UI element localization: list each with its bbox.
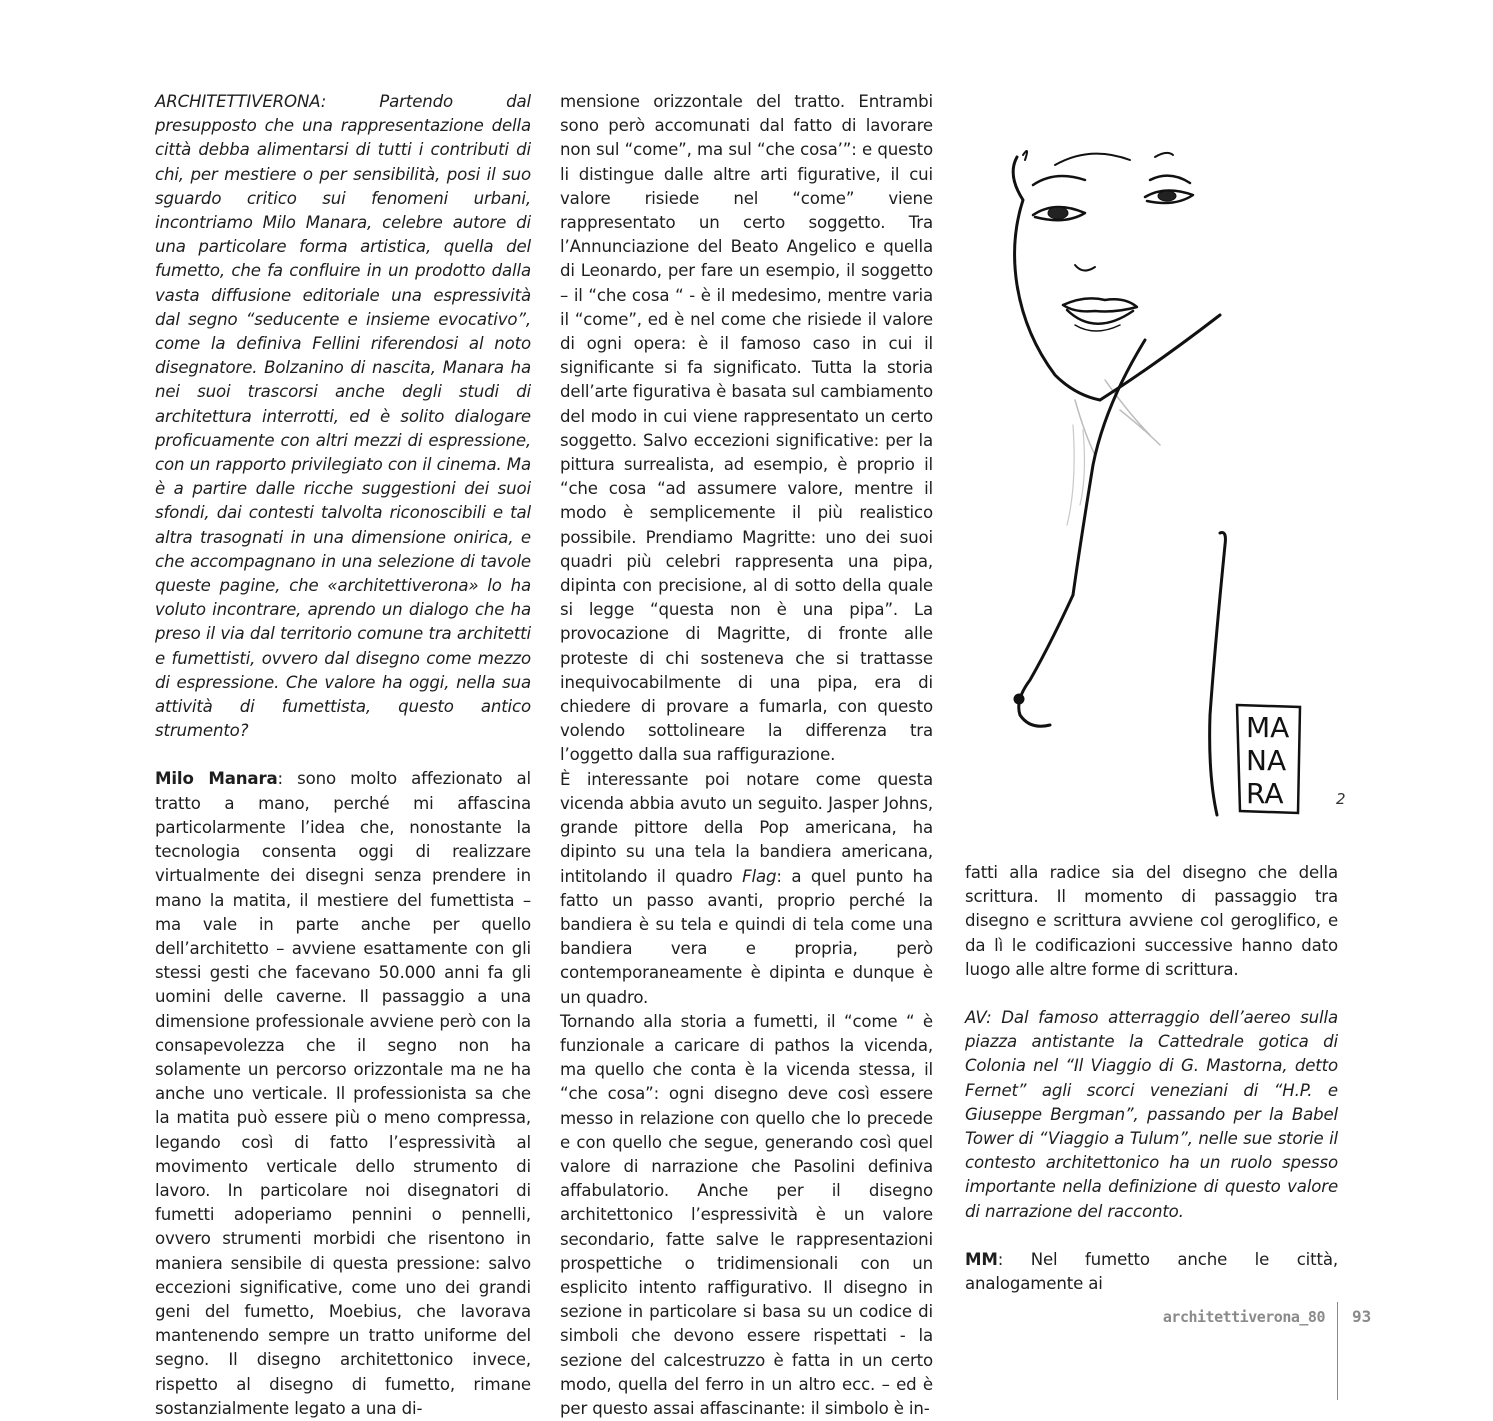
signature-line-2: NA bbox=[1246, 744, 1287, 777]
speaker-name: Milo Manara bbox=[155, 769, 278, 789]
signature-line-3: RA bbox=[1246, 777, 1284, 810]
interview-question: AV: Dal famoso atterraggio dell’aereo sulla piazza antistante la Cattedrale gotica di Colonia nel “Il Viaggio di G. Mastorna, detto Fernet” agli scorci veneziani di “H.P. e Giuseppe Bergman”, passando per la Babel Tower di “Viaggio a Tulum”, nelle sue storie il contesto architettonico ha un ruolo spesso importante nella definizione di questo valore di narrazione del racconto. bbox=[965, 1008, 1338, 1221]
paragraph bbox=[560, 768, 933, 1010]
paragraph: fatti alla radice sia del disegno che della scrittura. Il momento di passaggio tra disegno e scrittura avviene col geroglifico, e da lì le codificazioni successive hanno dato luogo alle altre forme di scrittura. bbox=[965, 863, 1338, 979]
paragraph-text: È interessante poi notare come questa vicenda abbia avuto un seguito. Jasper Johns, grande pittore della Pop americana, ha dipinto su una tela la bandiera americana, intitolando il quadro bbox=[560, 769, 933, 886]
paragraph-text: : a quel punto ha fatto un passo avanti, proprio perché la bandiera è su tela e quindi di tela come una bandiera vera e propria, però contemporaneamente è dipinta e dunque è un quadro. bbox=[560, 866, 933, 1007]
speaker-initials: MM bbox=[965, 1249, 998, 1269]
answer-paragraph bbox=[965, 1248, 1338, 1296]
page-number: 93 bbox=[1352, 1307, 1372, 1326]
answer-paragraph bbox=[155, 767, 531, 1420]
paragraph: Tornando alla storia a fumetti, il “come “ è funzionale a caricare di pathos la vicenda, ma quello che conta è la vicenda stessa, il “che cosa”: ogni disegno deve così essere messo in relazione con quello che lo precede e con quello che segue, generando così quel valore di narrazione che Pasolini definiva affabulatorio. Anche per il disegno architettonico l’espressività è un valore secondario, fatte salve le rappresentazioni prospettiche o tridimensionali con un esplicito intento raffigurativo. Il disegno in sezione in particolare si basa su un codice di simboli che devono essere rispettati - la sezione del calcestruzzo è fatta in un certo modo, quella del ferro in un altro ecc. – ed è per questo assai affascinante: il simbolo è in- bbox=[560, 1011, 933, 1418]
magazine-name: architettiverona_80 bbox=[1162, 1308, 1325, 1326]
article-column-3 bbox=[965, 861, 1338, 1296]
article-column-2 bbox=[560, 90, 933, 1421]
ink-drawing-illustration bbox=[955, 125, 1350, 835]
answer-text: : Nel fumetto anche le città, analogamente ai bbox=[965, 1249, 1338, 1294]
paragraph: mensione orizzontale del tratto. Entrambi sono però accomunati dal fatto di lavorare non sul “come”, ma sul “che cosa’”: e questo li distingue dalle altre arti figurative, il cui valore risiede nel “come” viene rappresentato un certo soggetto. Tra l’Annunciazione del Beato Angelico e quella di Leonardo, per fare un esempio, il soggetto – il “che cosa “ - è il medesimo, mentre varia il “come”, ed è nel come che risiede il valore di ogni opera: è il famoso caso in cui il significante si fa significato. Tutta la storia dell’arte figurativa è basata sul cambiamento del modo in cui viene rappresentato un certo soggetto. Salvo eccezioni significative: per la pittura surrealista, ad esempio, è proprio il “che cosa “ad assumere valore, mentre il modo è semplicemente il più realistico possibile. Prendiamo Magritte: uno dei suoi quadri più celebri rappresenta una pipa, dipinta con precisione, al di sotto della quale si legge “questa non è una pipa”. La provocazione di Magritte, di fronte alle proteste di chi sosteneva che si trattasse inequivocabilmente di una pipa, era di chiedere di provare a fumarla, con questo volendo sottolineare la differenza tra l’oggetto dalla sua raffigurazione. bbox=[560, 92, 933, 765]
footer-divider bbox=[1337, 1302, 1338, 1400]
artwork-title: Flag bbox=[742, 866, 777, 886]
article-column-1 bbox=[155, 90, 531, 1421]
intro-question: ARCHITETTIVERONA: Partendo dal presupposto che una rappresentazione della città debba alimentarsi di tutti i contributi di chi, per mestiere o per sensibilità, posi il suo sguardo critico sui fenomeni urbani, incontriamo Milo Manara, celebre autore di una particolare forma artistica, quella del fumetto, che fa confluire in un prodotto dalla vasta diffusione editoriale una espressività dal segno “seducente e insieme evocativo”, come la definiva Fellini riferendosi al noto disegnatore. Bolzanino di nascita, Manara ha nei suoi trascorsi anche degli studi di architettura interrotti, ed è solito dialogare proficuamente con altri mezzi di espressione, con un rapporto privilegiato con il cinema. Ma è a partire dalle ricche suggestioni dei suoi sfondi, dai contesti talvolta riconoscibili e tal altra trasognati in una dimensione onirica, e che accompagnano in una selezione di tavole queste pagine, che «architettiverona» lo ha voluto incontrare, aprendo un dialogo che ha preso il via dal territorio comune tra architetti e fumettisti, ovvero dal disegno come mezzo di espressione. Che valore ha oggi, nella sua attività di fumettista, questo antico strumento? bbox=[155, 92, 531, 741]
figure-caption-number: 2 bbox=[1336, 790, 1346, 808]
answer-text: : sono molto affezionato al tratto a mano, perché mi affascina particolarmente l’idea che, nonostante la tecnologia consenta oggi di realizzare virtualmente dei disegni senza prendere in mano la matita, il mestiere del fumettista – ma vale in parte anche per quello dell’architetto – avviene esattamente con gli stessi gesti che facevano 50.000 anni fa gli uomini delle caverne. Il passaggio a una dimensione professionale avviene però con la consapevolezza che il segno non ha solamente un percorso orizzontale ma ne ha anche uno verticale. Il professionista sa che la matita può essere più o meno compressa, legando così di fatto l’espressività al movimento verticale dello strumento di lavoro. In particolare noi disegnatori di fumetti adoperiamo pennini o pennelli, ovvero strumenti morbidi che risentono in maniera sensibile di questa pressione: salvo eccezioni significative, come uno dei grandi geni del fumetto, Moebius, che lavorava mantenendo sempre un tratto uniforme del segno. Il disegno architettonico invece, rispetto al disegno di fumetto, rimane sostanzialmente legato a una di- bbox=[155, 769, 531, 1418]
signature-line-1: MA bbox=[1246, 711, 1290, 744]
